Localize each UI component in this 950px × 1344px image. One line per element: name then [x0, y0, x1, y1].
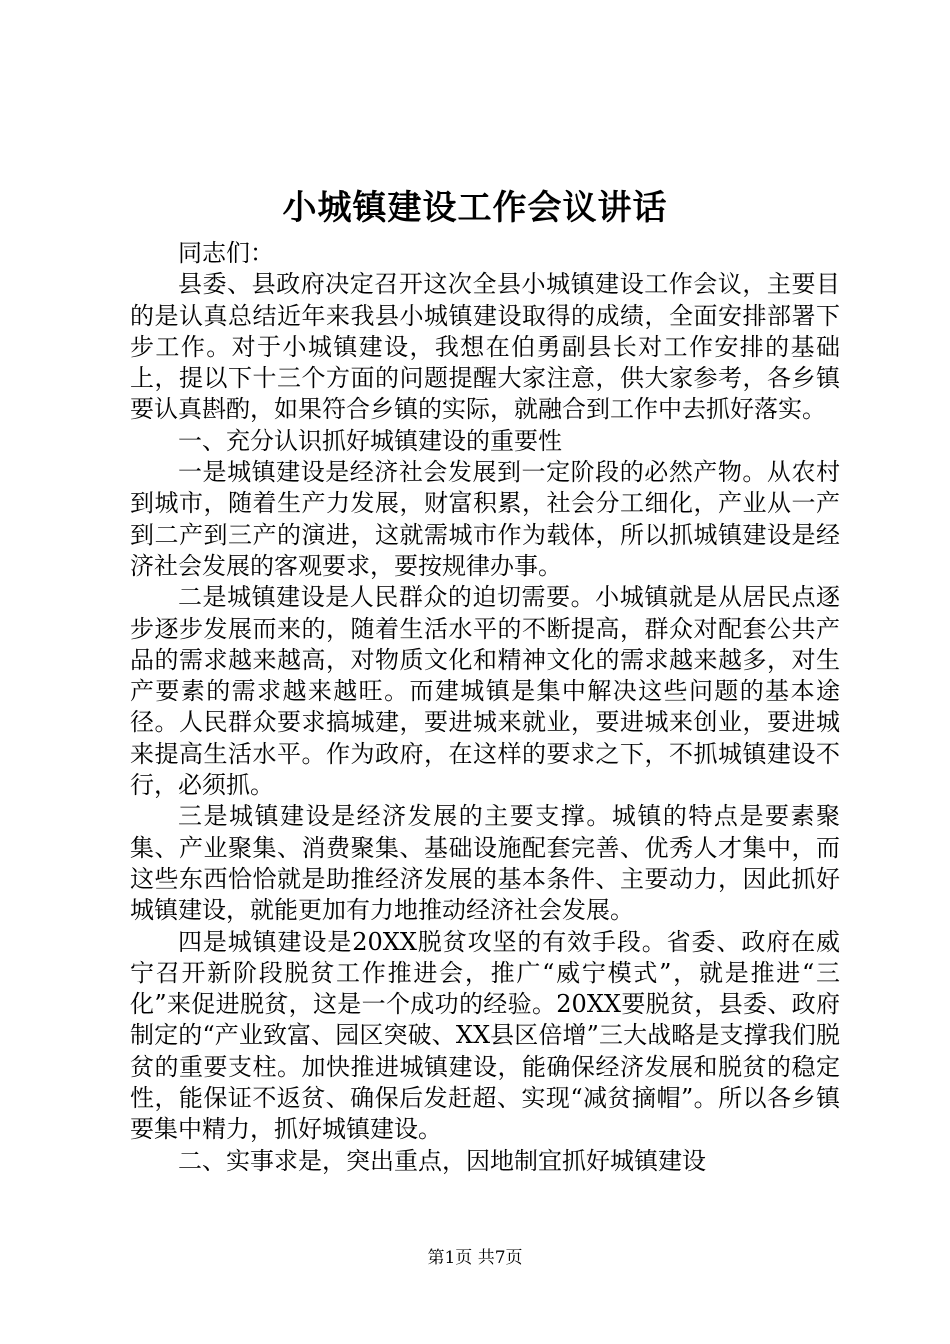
page-title: 小城镇建设工作会议讲话: [282, 188, 668, 228]
section-heading: 二、实事求是，突出重点，因地制宜抓好城镇建设: [178, 1146, 706, 1175]
paragraph: 一是城镇建设是经济社会发展到一定阶段的必然产物。从农村到城市，随着生产力发展，财富积累，社会分工细化，产业从一产到二产到三产的演进，这就需城市作为载体，所以抓城镇建设是经济社会发展的客观要求，要按规律办事。: [130, 458, 840, 580]
page-footer: 第1页 共7页: [427, 1248, 523, 1268]
paragraph: 四是城镇建设是20XX脱贫攻坚的有效手段。省委、政府在威宁召开新阶段脱贫工作推进会，推广“威宁模式”，就是推进“三化”来促进脱贫，这是一个成功的经验。20XX要脱贫，县委、政府制定的“产业致富、园区突破、XX县区倍增”三大战略是支撑我们脱贫的重要支柱。加快推进城镇建设，能确保经济发展和脱贫的稳定性，能保证不返贫、确保后发赶超、实现“减贫摘帽”。所以各乡镇要集中精力，抓好城镇建设。: [130, 927, 840, 1144]
paragraph: 县委、县政府决定召开这次全县小城镇建设工作会议，主要目的是认真总结近年来我县小城镇建设取得的成绩，全面安排部署下步工作。对于小城镇建设，我想在伯勇副县长对工作安排的基础上，提以下十三个方面的问题提醒大家注意，供大家参考，各乡镇要认真斟酌，如果符合乡镇的实际，就融合到工作中去抓好落实。: [130, 270, 840, 424]
section-heading: 一、充分认识抓好城镇建设的重要性: [178, 426, 562, 455]
document-body: [130, 238, 840, 1177]
salutation: 同志们：: [178, 239, 274, 267]
paragraph: 二是城镇建设是人民群众的迫切需要。小城镇就是从居民点逐步逐步发展而来的，随着生活水平的不断提高，群众对配套公共产品的需求越来越高，对物质文化和精神文化的需求越来越多，对生产要素的需求越来越旺。而建城镇是集中解决这些问题的基本途径。人民群众要求搞城建，要进城来就业，要进城来创业，要进城来提高生活水平。作为政府，在这样的要求之下，不抓城镇建设不行，必须抓。: [130, 583, 840, 800]
paragraph: 三是城镇建设是经济发展的主要支撑。城镇的特点是要素聚集、产业聚集、消费聚集、基础设施配套完善、优秀人才集中，而这些东西恰恰就是助推经济发展的基本条件、主要动力，因此抓好城镇建设，就能更加有力地推动经济社会发展。: [130, 802, 840, 925]
